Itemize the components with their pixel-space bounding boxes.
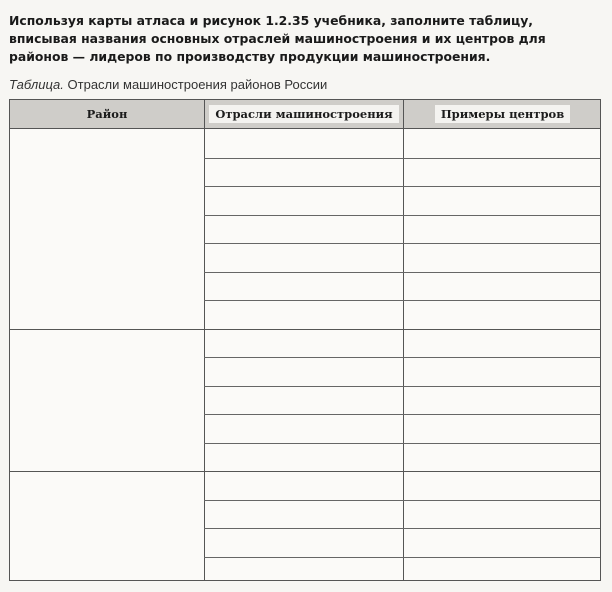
industry-cell[interactable] [205,357,403,386]
header-industries: Отрасли машиностроения [204,100,403,128]
table-header [10,100,600,129]
industry-cell[interactable] [205,243,403,272]
table-row [205,272,600,301]
center-cell[interactable] [404,471,600,500]
industry-cell[interactable] [205,471,403,500]
table-row [205,243,600,272]
industry-cell[interactable] [205,300,403,329]
center-cell[interactable] [404,300,600,329]
center-cell[interactable] [404,215,600,244]
center-cell[interactable] [404,443,600,472]
table-row [205,357,600,386]
table-row [205,528,600,557]
table-row [205,158,600,187]
industry-cell[interactable] [205,129,403,158]
center-cell[interactable] [404,357,600,386]
center-cell[interactable] [404,414,600,443]
table-row [205,500,600,529]
table-row [205,300,600,329]
industry-cell[interactable] [205,386,403,415]
caption-title: Отрасли машиностроения районов России [67,77,328,92]
table-row [205,443,600,472]
region-cell[interactable] [10,129,204,329]
industries-table [9,99,601,581]
table-row [205,557,600,586]
table-row [205,386,600,415]
center-cell[interactable] [404,528,600,557]
center-cell[interactable] [404,243,600,272]
industry-cell[interactable] [205,557,403,586]
center-cell[interactable] [404,158,600,187]
industry-cell[interactable] [205,500,403,529]
region-cell[interactable] [10,471,204,585]
caption-label: Таблица. [9,77,64,92]
industry-cell[interactable] [205,443,403,472]
industry-cell[interactable] [205,186,403,215]
table-row [205,215,600,244]
center-cell[interactable] [404,386,600,415]
table-caption [9,77,327,92]
center-cell[interactable] [404,500,600,529]
center-cell[interactable] [404,129,600,158]
table-row [205,186,600,215]
table-row [205,471,600,500]
industry-cell[interactable] [205,158,403,187]
task-instructions: Используя карты атласа и рисунок 1.2.35 учебника, заполните таблицу, вписывая названия основных отраслей машиностроения и их центров для районов — лидеров по производству продукции машиностроения. [9,13,546,64]
center-cell[interactable] [404,186,600,215]
industry-cell[interactable] [205,272,403,301]
table-row [205,129,600,158]
header-region: Район [86,107,128,121]
center-cell[interactable] [404,557,600,586]
industry-cell[interactable] [205,528,403,557]
center-cell[interactable] [404,329,600,358]
industry-cell[interactable] [205,215,403,244]
table-row [205,329,600,358]
industry-cell[interactable] [205,329,403,358]
region-cell[interactable] [10,329,204,472]
center-cell[interactable] [404,272,600,301]
table-row [205,414,600,443]
industry-cell[interactable] [205,414,403,443]
header-centers: Примеры центров [403,100,601,128]
